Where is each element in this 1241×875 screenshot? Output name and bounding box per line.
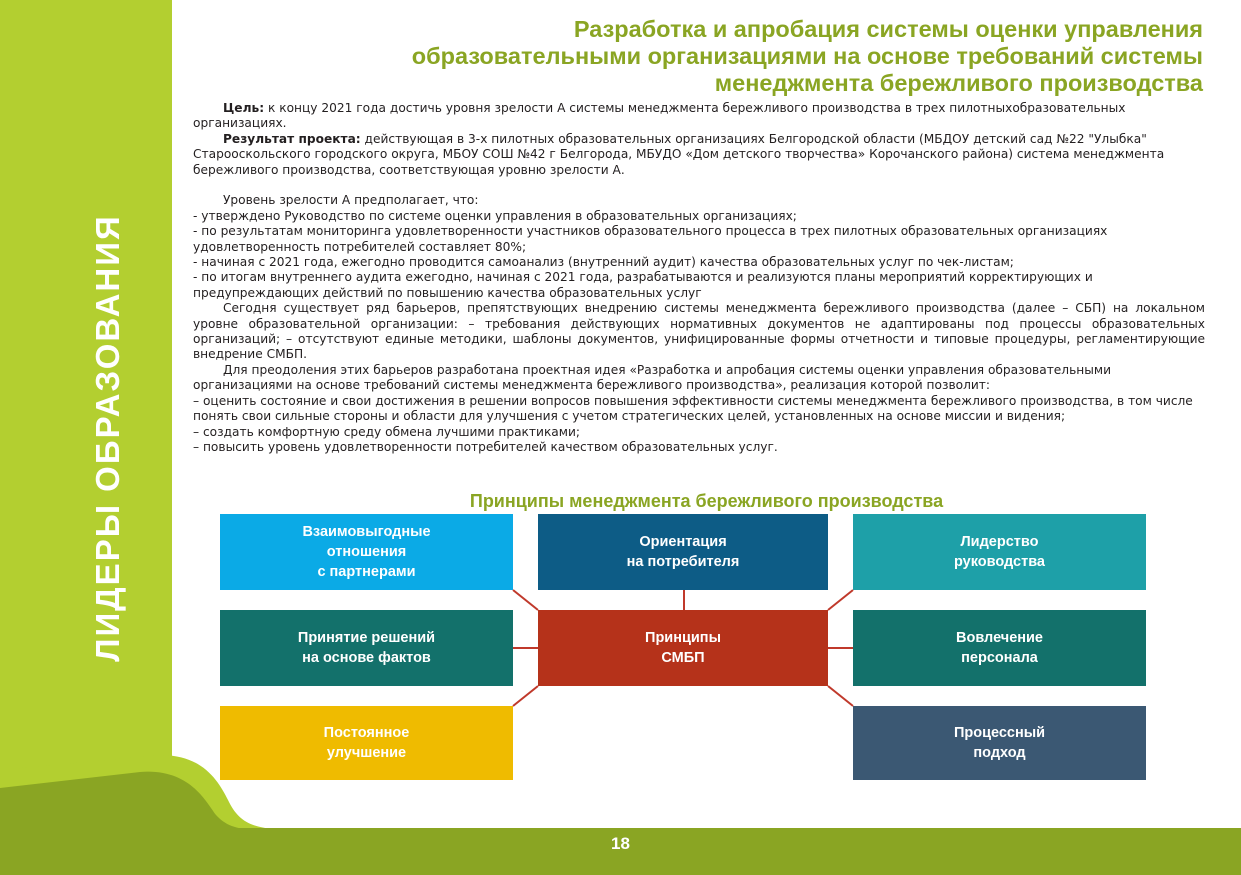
principle-fact-based-decisions: Принятие решений на основе фактов <box>220 610 513 686</box>
page-number: 18 <box>611 834 630 853</box>
page-title <box>303 16 1203 97</box>
connector-line <box>513 590 538 610</box>
sidebar-title: ЛИДЕРЫ ОБРАЗОВАНИЯ <box>89 214 126 662</box>
connector-line <box>828 686 853 706</box>
connector-line <box>513 686 538 706</box>
principle-customer-focus: Ориентация на потребителя <box>538 514 828 590</box>
result-paragraph <box>193 132 1205 178</box>
page-title-line: образовательными организациями на основе требований системы <box>411 43 1203 69</box>
principle-process-approach: Процессный подход <box>853 706 1146 780</box>
spacer <box>193 178 1205 193</box>
maturity-item: - утверждено Руководство по системе оценки управления в образовательных организациях; <box>193 208 797 223</box>
maturity-item: - по итогам внутреннего аудита ежегодно, начиная с 2021 года, разрабатываются и реализуются планы мероприятий корректирующих и предупреждающих действий по повышению качества образовательных услуг <box>193 270 1093 300</box>
principle-partners: Взаимовыгодные отношения с партнерами <box>220 514 513 590</box>
connector-line <box>828 590 853 610</box>
principle-leadership: Лидерство руководства <box>853 514 1146 590</box>
goal-text: к концу 2021 года достичь уровня зрелости А системы менеджмента бережливого производства в трех пилотныхобразовательных организациях. <box>193 101 1126 131</box>
page-title-line: менеджмента бережливого производства <box>714 70 1203 96</box>
page-title-line: Разработка и апробация системы оценки управления <box>573 16 1203 42</box>
result-label: Результат проекта: <box>223 131 361 146</box>
principle-continuous-improvement: Постоянное улучшение <box>220 706 513 780</box>
body-text <box>193 101 1205 455</box>
maturity-intro: Уровень зрелости А предполагает, что: <box>223 193 479 208</box>
barriers-paragraph: Сегодня существует ряд барьеров, препятствующих внедрению системы менеджмента бережливого производства (далее – СБП) на локальном уровне образовательной организации: – требования действующих нормативных документов не адаптированы под процессы образовательных организаций; – отсутствуют единые методики, шаблоны документов, унифицированные формы отчетности и типовые процедуры, регламентирующие внедрение СМБП. <box>193 301 1205 362</box>
result-text: действующая в 3-х пилотных образовательных организациях Белгородской области (МБДОУ детский сад №22 "Улыбка" Старооскольского городского округа, МБОУ СОШ №42 г Белгорода, МБУДО «Дом детского творчества» Корочанского района) система менеджмента бережливого производства, соответствующая уровню зрелости А. <box>193 131 1165 177</box>
goal-paragraph <box>193 101 1205 132</box>
idea-item: – повысить уровень удовлетворенности потребителей качеством образовательных услуг. <box>193 439 778 454</box>
maturity-item: - начиная с 2021 года, ежегодно проводится самоанализ (внутренний аудит) качества образовательных услуг по чек-листам; <box>193 255 1014 270</box>
maturity-item: - по результатам мониторинга удовлетворенности участников образовательного процесса в трех пилотных образовательных организациях удовлетворенность потребителей составляет 80%; <box>193 224 1108 254</box>
idea-item: – оценить состояние и свои достижения в решении вопросов повышения эффективности системы менеджмента бережливого производства, в том числе понять свои сильные стороны и области для улучшения с учетом стратегических целей, установленных на основе миссии и видения; <box>193 393 1193 424</box>
goal-label: Цель: <box>223 101 265 115</box>
principle-staff-involvement: Вовлечение персонала <box>853 610 1146 686</box>
idea-paragraph: Для преодоления этих барьеров разработана проектная идея «Разработка и апробация системы оценки управления образовательными организациями на основе требований системы менеджмента бережливого производства», реализация которой позволит: <box>193 362 1111 393</box>
diagram-title: Принципы менеджмента бережливого производства <box>469 491 944 511</box>
principle-center: Принципы СМБП <box>538 610 828 686</box>
idea-item: – создать комфортную среду обмена лучшими практиками; <box>193 424 580 439</box>
